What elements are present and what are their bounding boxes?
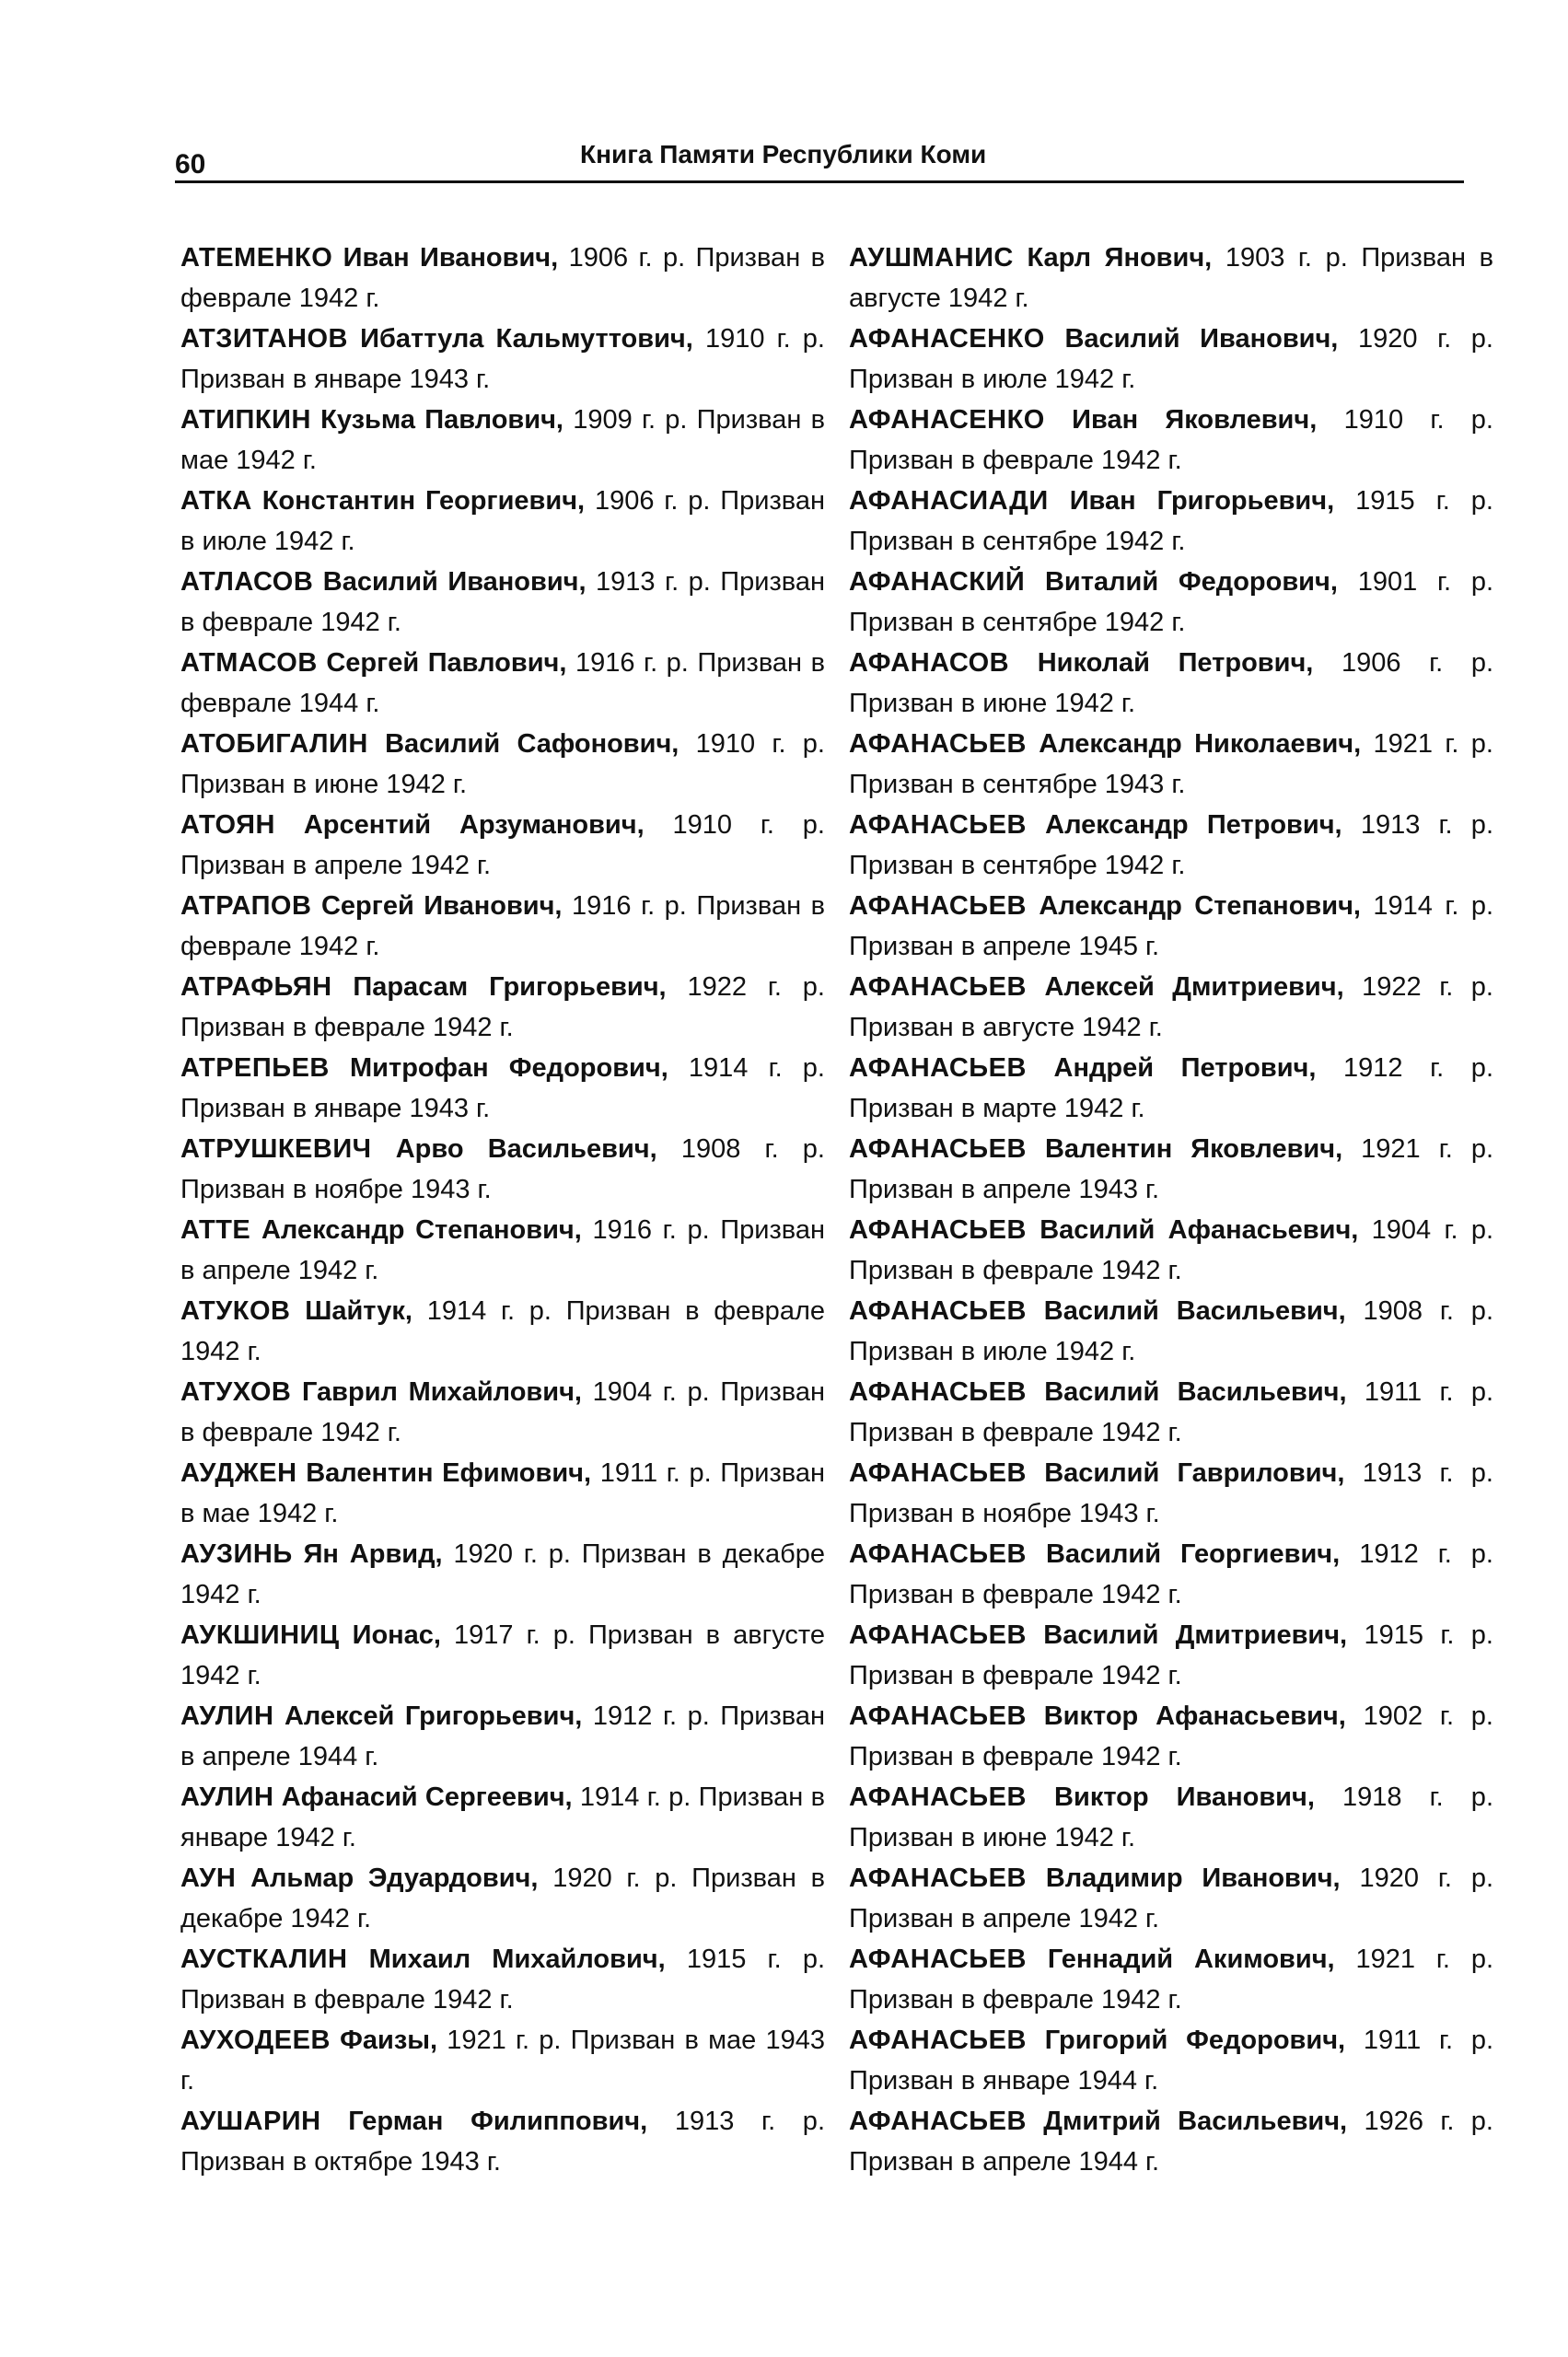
memorial-entry — [849, 886, 1493, 967]
memorial-entry — [849, 643, 1493, 724]
entry-details: 1920 г. р. Призван в июле 1942 г. — [849, 324, 1493, 394]
page-number: 60 — [175, 149, 206, 180]
entry-surname: АФАНАСИАДИ — [849, 486, 1049, 516]
entry-given-names: Карл Янович, — [1027, 243, 1213, 273]
entry-given-names: Ян Арвид, — [303, 1539, 443, 1569]
entry-surname: АТРАФЬЯН — [180, 972, 332, 1002]
memorial-entry — [849, 967, 1493, 1048]
entry-details: 1912 г. р. Призван в апреле 1944 г. — [180, 1701, 825, 1771]
entry-surname: АТМАСОВ — [180, 648, 318, 678]
entry-surname: АФАНАСЬЕВ — [849, 1377, 1027, 1407]
entry-given-names: Шайтук, — [305, 1296, 412, 1326]
entry-given-names: Алексей Григорьевич, — [284, 1701, 583, 1731]
entry-surname: АФАНАСОВ — [849, 648, 1010, 678]
memorial-entry — [849, 2020, 1493, 2101]
entry-surname: АФАНАСЬЕВ — [849, 1053, 1027, 1083]
memorial-entry — [849, 562, 1493, 643]
entry-surname: АТЕМЕНКО — [180, 243, 333, 273]
entry-details: 1915 г. р. Призван в феврале 1942 г. — [849, 1620, 1493, 1690]
memorial-entry — [849, 1048, 1493, 1129]
entry-details: 1906 г. р. Призван в июле 1942 г. — [180, 486, 825, 556]
entry-surname: АТТЕ — [180, 1215, 251, 1245]
memorial-entry — [849, 400, 1493, 481]
memorial-entry — [180, 481, 825, 562]
entry-surname: АФАНАСЬЕВ — [849, 729, 1027, 759]
entry-given-names: Константин Георгиевич, — [261, 486, 586, 516]
entry-given-names: Виктор Иванович, — [1054, 1782, 1315, 1812]
entry-surname: АФАНАСЬЕВ — [849, 1296, 1027, 1326]
memorial-entry — [180, 319, 825, 400]
memorial-entry — [180, 1534, 825, 1615]
entry-surname: АУКШИНИЦ — [180, 1620, 340, 1650]
memorial-entry — [180, 1453, 825, 1534]
entry-details: 1908 г. р. Призван в июле 1942 г. — [849, 1296, 1493, 1366]
entry-surname: АФАНАСЬЕВ — [849, 891, 1027, 921]
memorial-entry — [180, 1291, 825, 1372]
entry-given-names: Иван Яковлевич, — [1072, 405, 1318, 435]
entry-details: 1910 г. р. Призван в январе 1943 г. — [180, 324, 825, 394]
left-column — [180, 238, 825, 2182]
entry-given-names: Александр Степанович, — [1039, 891, 1361, 921]
entry-details: 1916 г. р. Призван в феврале 1944 г. — [180, 648, 825, 718]
entry-details: 1902 г. р. Призван в феврале 1942 г. — [849, 1701, 1493, 1771]
entry-given-names: Ибаттула Кальмуттович, — [360, 324, 693, 354]
entry-given-names: Василий Дмитриевич, — [1043, 1620, 1348, 1650]
memorial-entry — [849, 724, 1493, 805]
running-title: Книга Памяти Республики Коми — [580, 140, 987, 168]
entry-surname: АФАНАСКИЙ — [849, 567, 1026, 597]
page-header — [175, 129, 1464, 184]
entry-details: 1920 г. р. Призван в декабре 1942 г. — [180, 1539, 825, 1609]
entry-surname: АУШМАНИС — [849, 243, 1014, 273]
memorial-entry — [180, 562, 825, 643]
entry-surname: АФАНАСЬЕВ — [849, 1134, 1027, 1164]
memorial-entry — [180, 805, 825, 886]
entry-details: 1922 г. р. Призван в феврале 1942 г. — [180, 972, 825, 1042]
entry-surname: АФАНАСЕНКО — [849, 324, 1045, 354]
memorial-entry — [180, 1210, 825, 1291]
header-rule — [175, 180, 1464, 183]
entry-surname: АФАНАСЬЕВ — [849, 2107, 1027, 2136]
entry-surname: АУЗИНЬ — [180, 1539, 293, 1569]
entry-given-names: Дмитрий Васильевич, — [1043, 2107, 1348, 2136]
entry-details: 1910 г. р. Призван в апреле 1942 г. — [180, 810, 825, 880]
memorial-entry — [849, 805, 1493, 886]
entry-details: 1921 г. р. Призван в апреле 1943 г. — [849, 1134, 1493, 1204]
entry-surname: АУДЖЕН — [180, 1458, 297, 1488]
entry-surname: АТРАПОВ — [180, 891, 312, 921]
entry-surname: АТКА — [180, 486, 252, 516]
entry-details: 1918 г. р. Призван в июне 1942 г. — [849, 1782, 1493, 1852]
memorial-entry — [180, 1372, 825, 1453]
entry-given-names: Парасам Григорьевич, — [353, 972, 667, 1002]
entry-surname: АУХОДЕЕВ — [180, 2026, 331, 2055]
entry-given-names: Сергей Павлович, — [326, 648, 567, 678]
memorial-entry — [180, 238, 825, 319]
memorial-entry — [180, 1129, 825, 1210]
entry-details: 1914 г. р. Призван в январе 1943 г. — [180, 1053, 825, 1123]
entry-surname: АУЛИН — [180, 1701, 274, 1731]
entry-given-names: Василий Васильевич, — [1043, 1296, 1346, 1326]
entry-given-names: Фаизы, — [340, 2026, 438, 2055]
memorial-entry — [849, 1129, 1493, 1210]
entry-details: 1917 г. р. Призван в августе 1942 г. — [180, 1620, 825, 1690]
entry-given-names: Виталий Федорович, — [1044, 567, 1338, 597]
entry-given-names: Афанасий Сергеевич, — [281, 1782, 573, 1812]
memorial-entry — [180, 1696, 825, 1777]
entry-surname: АФАНАСЬЕВ — [849, 810, 1027, 840]
memorial-entry — [180, 2101, 825, 2182]
entry-details: 1914 г. р. Призван в январе 1942 г. — [180, 1782, 825, 1852]
memorial-entry — [180, 967, 825, 1048]
entry-details: 1901 г. р. Призван в сентябре 1942 г. — [849, 567, 1493, 637]
entry-given-names: Александр Николаевич, — [1039, 729, 1362, 759]
memorial-entry — [180, 724, 825, 805]
entry-details: 1906 г. р. Призван в июне 1942 г. — [849, 648, 1493, 718]
entry-surname: АУСТКАЛИН — [180, 1945, 348, 1974]
entry-details: 1914 г. р. Призван в апреле 1945 г. — [849, 891, 1493, 961]
memorial-entry — [849, 319, 1493, 400]
entry-details: 1922 г. р. Призван в августе 1942 г. — [849, 972, 1493, 1042]
entry-details: 1913 г. р. Призван в сентябре 1942 г. — [849, 810, 1493, 880]
entry-details: 1910 г. р. Призван в феврале 1942 г. — [849, 405, 1493, 475]
memorial-entry — [849, 1696, 1493, 1777]
entry-given-names: Валентин Яковлевич, — [1044, 1134, 1343, 1164]
entry-details: 1916 г. р. Призван в феврале 1942 г. — [180, 891, 825, 961]
entry-details: 1908 г. р. Призван в ноябре 1943 г. — [180, 1134, 825, 1204]
entry-surname: АФАНАСЬЕВ — [849, 1458, 1027, 1488]
entry-surname: АТУХОВ — [180, 1377, 292, 1407]
entry-given-names: Александр Степанович, — [261, 1215, 582, 1245]
entry-surname: АТРЕПЬЕВ — [180, 1053, 330, 1083]
entry-given-names: Митрофан Федорович, — [350, 1053, 668, 1083]
entry-given-names: Геннадий Акимович, — [1047, 1945, 1335, 1974]
entry-given-names: Василий Афанасьевич, — [1040, 1215, 1359, 1245]
memorial-entry — [180, 643, 825, 724]
memorial-entry — [849, 1210, 1493, 1291]
memorial-entry — [849, 238, 1493, 319]
memorial-entry — [180, 1615, 825, 1696]
memorial-entry — [849, 1291, 1493, 1372]
entry-surname: АФАНАСЬЕВ — [849, 972, 1027, 1002]
entry-surname: АФАНАСЬЕВ — [849, 1539, 1027, 1569]
entry-surname: АТУКОВ — [180, 1296, 291, 1326]
entry-details: 1914 г. р. Призван в феврале 1942 г. — [180, 1296, 825, 1366]
entry-given-names: Сергей Иванович, — [320, 891, 563, 921]
memorial-entry — [849, 1777, 1493, 1858]
entry-details: 1916 г. р. Призван в апреле 1942 г. — [180, 1215, 825, 1285]
entry-given-names: Александр Петрович, — [1045, 810, 1342, 840]
entry-surname: АТИПКИН — [180, 405, 311, 435]
entry-details: 1926 г. р. Призван в апреле 1944 г. — [849, 2107, 1493, 2177]
entry-details: 1903 г. р. Призван в августе 1942 г. — [849, 243, 1493, 313]
entry-given-names: Василий Сафонович, — [385, 729, 679, 759]
entry-details: 1921 г. р. Призван в феврале 1942 г. — [849, 1945, 1493, 2014]
entry-surname: АТЛАСОВ — [180, 567, 314, 597]
entry-details: 1904 г. р. Призван в феврале 1942 г. — [849, 1215, 1493, 1285]
memorial-entry — [180, 1939, 825, 2020]
entry-surname: АФАНАСЬЕВ — [849, 1620, 1027, 1650]
entry-given-names: Михаил Михайлович, — [368, 1945, 666, 1974]
memorial-entry — [180, 1048, 825, 1129]
entry-given-names: Алексей Дмитриевич, — [1044, 972, 1344, 1002]
entry-surname: АФАНАСЬЕВ — [849, 1782, 1027, 1812]
entry-given-names: Владимир Иванович, — [1045, 1864, 1341, 1893]
entry-given-names: Иван Григорьевич, — [1069, 486, 1335, 516]
entry-given-names: Василий Васильевич, — [1044, 1377, 1347, 1407]
memorial-entry — [849, 1939, 1493, 2020]
entry-details: 1913 г. р. Призван в феврале 1942 г. — [180, 567, 825, 637]
entry-given-names: Василий Иванович, — [322, 567, 587, 597]
entry-given-names: Арво Васильевич, — [395, 1134, 657, 1164]
entry-surname: АФАНАСЬЕВ — [849, 1945, 1027, 1974]
entry-details: 1911 г. р. Призван в январе 1944 г. — [849, 2026, 1493, 2096]
memorial-entry — [849, 1453, 1493, 1534]
entry-details: 1910 г. р. Призван в июне 1942 г. — [180, 729, 825, 799]
entry-details: 1921 г. р. Призван в мае 1943 г. — [180, 2026, 825, 2096]
entry-given-names: Василий Георгиевич, — [1045, 1539, 1341, 1569]
entry-details: 1904 г. р. Призван в феврале 1942 г. — [180, 1377, 825, 1447]
memorial-entry — [180, 1777, 825, 1858]
entry-given-names: Альмар Эдуардович, — [250, 1864, 539, 1893]
entry-surname: АТОЯН — [180, 810, 275, 840]
entry-details: 1912 г. р. Призван в феврале 1942 г. — [849, 1539, 1493, 1609]
entry-given-names: Гаврил Михайлович, — [302, 1377, 582, 1407]
entry-details: 1913 г. р. Призван в октябре 1943 г. — [180, 2107, 825, 2177]
entry-surname: АФАНАСЕНКО — [849, 405, 1045, 435]
entry-details: 1911 г. р. Призван в мае 1942 г. — [180, 1458, 825, 1528]
entry-given-names: Василий Иванович, — [1064, 324, 1339, 354]
entry-details: 1912 г. р. Призван в марте 1942 г. — [849, 1053, 1493, 1123]
entry-details: 1920 г. р. Призван в апреле 1942 г. — [849, 1864, 1493, 1933]
entry-surname: АФАНАСЬЕВ — [849, 2026, 1027, 2055]
entry-details: 1915 г. р. Призван в феврале 1942 г. — [180, 1945, 825, 2014]
entry-surname: АФАНАСЬЕВ — [849, 1864, 1027, 1893]
memorial-entry — [849, 481, 1493, 562]
entry-details: 1911 г. р. Призван в феврале 1942 г. — [849, 1377, 1493, 1447]
entry-given-names: Григорий Федорович, — [1044, 2026, 1346, 2055]
entry-details: 1906 г. р. Призван в феврале 1942 г. — [180, 243, 825, 313]
entry-given-names: Ионас, — [352, 1620, 441, 1650]
entry-surname: АФАНАСЬЕВ — [849, 1215, 1027, 1245]
memorial-entry — [180, 2020, 825, 2101]
entry-surname: АУЛИН — [180, 1782, 274, 1812]
entry-given-names: Герман Филиппович, — [348, 2107, 648, 2136]
memorial-entry — [849, 1858, 1493, 1939]
memorial-entry — [849, 1534, 1493, 1615]
entry-given-names: Василий Гаврилович, — [1044, 1458, 1345, 1488]
entry-surname: АТЗИТАНОВ — [180, 324, 348, 354]
entry-given-names: Виктор Афанасьевич, — [1043, 1701, 1346, 1731]
entry-details: 1920 г. р. Призван в декабре 1942 г. — [180, 1864, 825, 1933]
entry-details: 1915 г. р. Призван в сентябре 1942 г. — [849, 486, 1493, 556]
memorial-entry — [849, 1615, 1493, 1696]
entry-given-names: Арсентий Арзуманович, — [303, 810, 645, 840]
entry-given-names: Кузьма Павлович, — [320, 405, 563, 435]
entry-given-names: Андрей Петрович, — [1053, 1053, 1317, 1083]
right-column — [849, 238, 1493, 2182]
entry-surname: АУШАРИН — [180, 2107, 321, 2136]
memorial-entry — [180, 1858, 825, 1939]
memorial-entry — [849, 1372, 1493, 1453]
entry-given-names: Валентин Ефимович, — [306, 1458, 592, 1488]
entry-surname: АУН — [180, 1864, 237, 1893]
entry-details: 1909 г. р. Призван в мае 1942 г. — [180, 405, 825, 475]
entry-details: 1921 г. р. Призван в сентябре 1943 г. — [849, 729, 1493, 799]
entry-given-names: Иван Иванович, — [343, 243, 559, 273]
entry-surname: АТРУШКЕВИЧ — [180, 1134, 372, 1164]
entry-given-names: Николай Петрович, — [1037, 648, 1314, 678]
memorial-entry — [180, 886, 825, 967]
memorial-entry — [180, 400, 825, 481]
memorial-entry — [849, 2101, 1493, 2182]
entry-surname: АТОБИГАЛИН — [180, 729, 368, 759]
entry-surname: АФАНАСЬЕВ — [849, 1701, 1027, 1731]
entry-details: 1913 г. р. Призван в ноябре 1943 г. — [849, 1458, 1493, 1528]
